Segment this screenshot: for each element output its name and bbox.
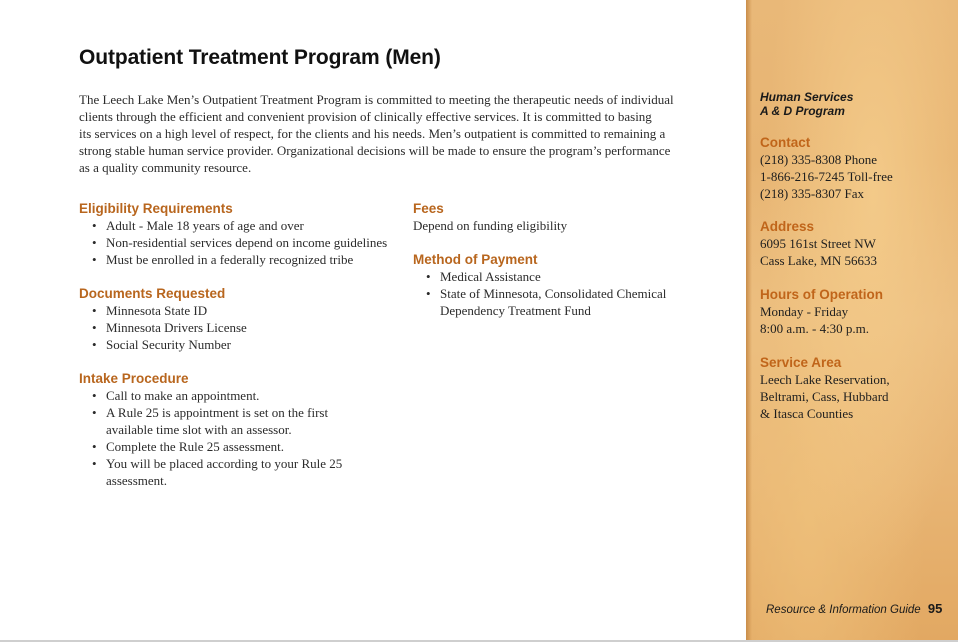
- address-heading: Address: [760, 219, 815, 234]
- intake-list: [79, 387, 369, 489]
- list-item: • Call to make an appointment.: [79, 387, 369, 404]
- sidebar: [746, 0, 958, 642]
- department-line: Human Services: [760, 90, 854, 104]
- intake-section: [79, 370, 399, 489]
- service-area-heading: Service Area: [760, 355, 842, 370]
- list-item: • Adult - Male 18 years of age and over: [79, 217, 399, 234]
- list-item: • You will be placed according to your Rule 25 assessment.: [79, 455, 369, 489]
- fees-section: [413, 200, 713, 234]
- service-area-line: Beltrami, Cass, Hubbard: [760, 389, 889, 404]
- eligibility-list: [79, 217, 399, 268]
- list-item: • Must be enrolled in a federally recognized tribe: [79, 251, 399, 268]
- hours-heading: Hours of Operation: [760, 287, 884, 302]
- intro-line: its services on a high level of respect, for the clients and his needs. Men’s outpatient is committed to remaining a: [79, 126, 666, 141]
- list-item: • Medical Assistance: [413, 268, 698, 285]
- service-area-line: Leech Lake Reservation,: [760, 372, 890, 387]
- documents-heading: Documents Requested: [79, 286, 226, 301]
- street-address: 6095 161st Street NW: [760, 236, 876, 251]
- hours-days: Monday - Friday: [760, 304, 849, 319]
- right-column: [413, 200, 713, 319]
- intro-paragraph: [79, 91, 734, 176]
- intro-line: strong stable human service provider. Organizational decisions will be made to ensure the program’s performance: [79, 143, 671, 158]
- fees-text: Depend on funding eligibility: [413, 218, 568, 233]
- documents-section: [79, 285, 399, 353]
- list-item: • Non-residential services depend on income guidelines: [79, 234, 399, 251]
- page-title: Outpatient Treatment Program (Men): [79, 46, 441, 69]
- page-number: 95: [927, 601, 943, 616]
- list-item: • Minnesota Drivers License: [79, 319, 399, 336]
- address-block: [760, 218, 877, 269]
- documents-list: [79, 302, 399, 353]
- sidebar-edge-shading: [746, 0, 752, 642]
- service-area-line: & Itasca Counties: [760, 406, 854, 421]
- intake-heading: Intake Procedure: [79, 371, 189, 386]
- fax-number: (218) 335-8307 Fax: [760, 186, 864, 201]
- payment-heading: Method of Payment: [413, 252, 538, 267]
- eligibility-section: [79, 200, 399, 268]
- fees-heading: Fees: [413, 201, 444, 216]
- guide-name: Resource & Information Guide: [766, 604, 921, 616]
- intro-line: clients through the efficient and convenient provision of clinically effective services. It is committed to basing: [79, 109, 652, 124]
- payment-list: [413, 268, 698, 319]
- intro-line: The Leech Lake Men’s Outpatient Treatment Program is committed to meeting the therapeutic needs of individual: [79, 92, 674, 107]
- service-area-block: [760, 354, 890, 422]
- page-footer: [766, 601, 942, 616]
- phone-number: (218) 335-8308 Phone: [760, 152, 877, 167]
- department-line: A & D Program: [760, 104, 845, 118]
- list-item: • Social Security Number: [79, 336, 399, 353]
- intro-line: as a quality community resource.: [79, 160, 252, 175]
- list-item: • Minnesota State ID: [79, 302, 399, 319]
- left-column: [79, 200, 399, 489]
- list-item: • State of Minnesota, Consolidated Chemical Dependency Treatment Fund: [413, 285, 698, 319]
- hours-time: 8:00 a.m. - 4:30 p.m.: [760, 321, 870, 336]
- payment-section: [413, 251, 713, 319]
- city-state-zip: Cass Lake, MN 56633: [760, 253, 877, 268]
- list-item: • Complete the Rule 25 assessment.: [79, 438, 369, 455]
- contact-heading: Contact: [760, 135, 811, 150]
- hours-block: [760, 286, 883, 337]
- eligibility-heading: Eligibility Requirements: [79, 201, 233, 216]
- list-item: • A Rule 25 is appointment is set on the first available time slot with an assessor.: [79, 404, 369, 438]
- toll-free-number: 1-866-216-7245 Toll-free: [760, 169, 893, 184]
- contact-block: [760, 134, 893, 202]
- department-title: [760, 90, 853, 118]
